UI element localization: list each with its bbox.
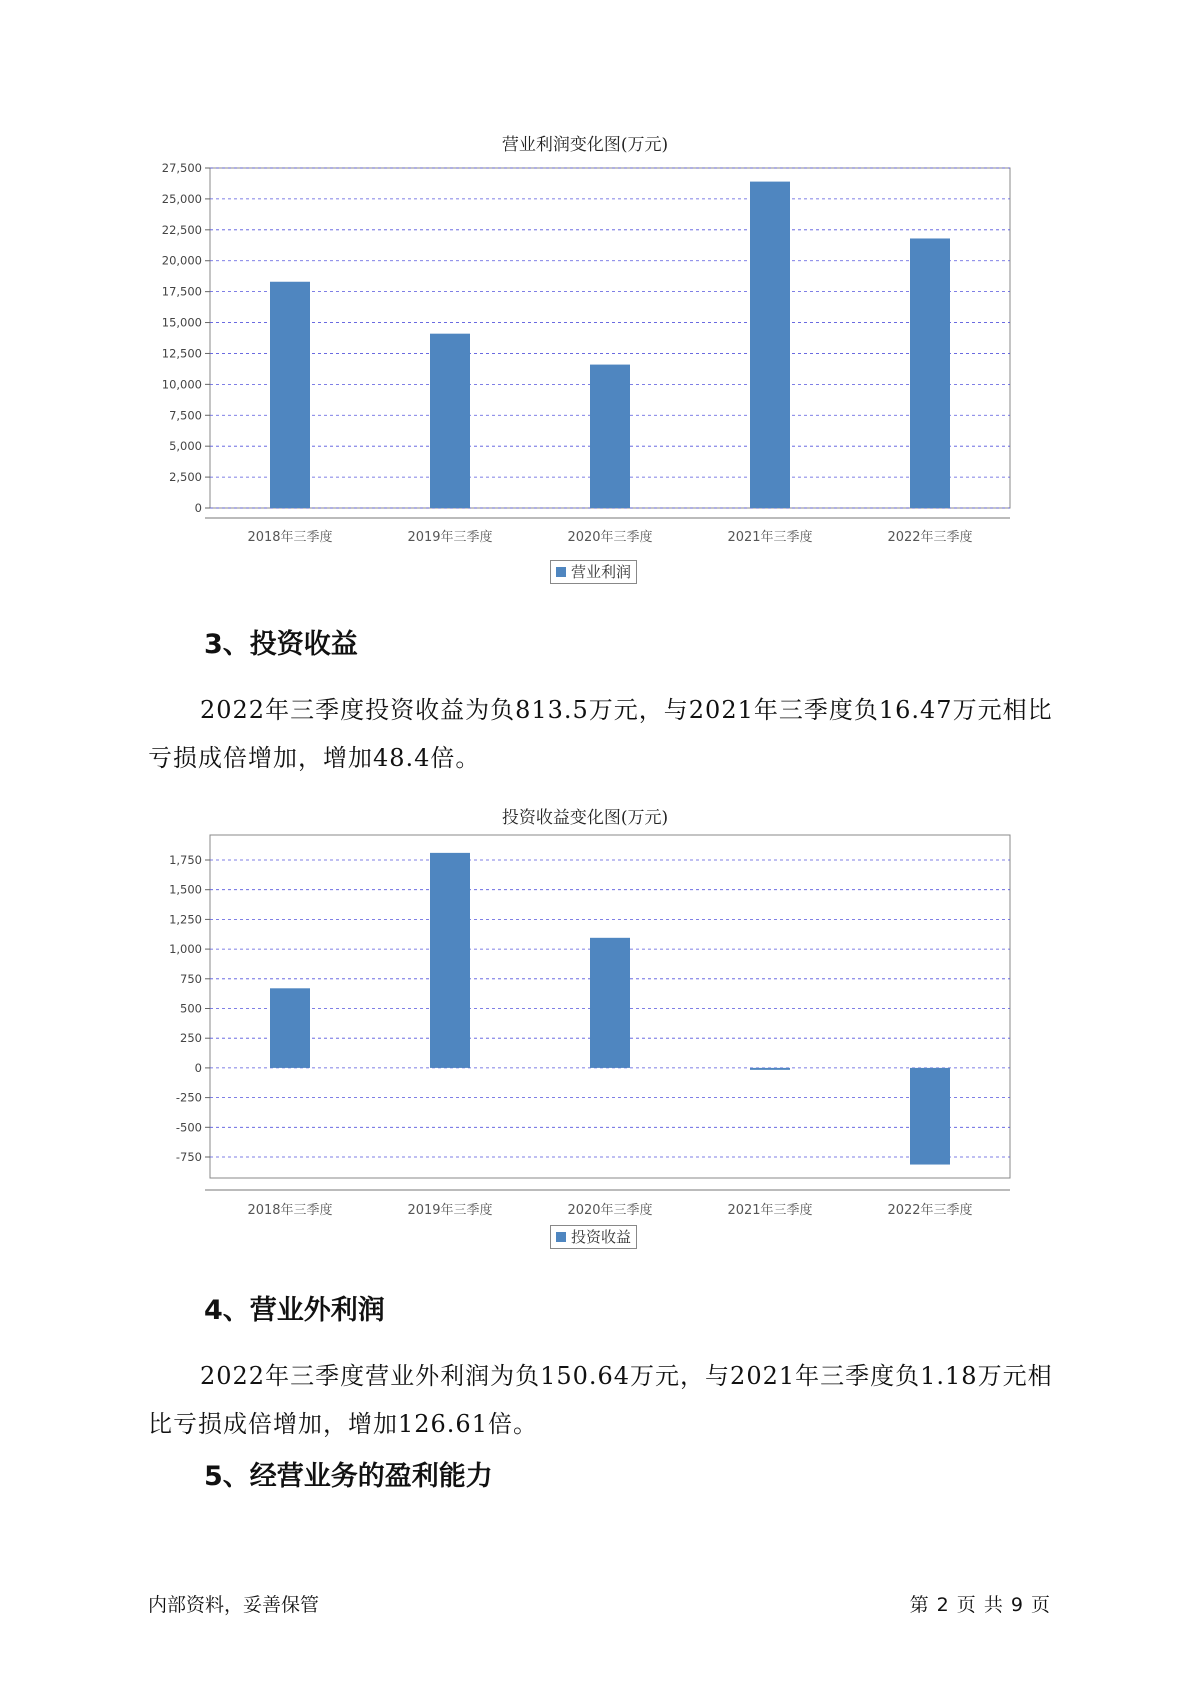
bar [910, 1068, 950, 1165]
x-tick-label: 2019年三季度 [407, 530, 493, 545]
x-tick-label: 2020年三季度 [567, 1203, 653, 1218]
bar [750, 1068, 790, 1070]
bar [590, 938, 630, 1068]
bar [270, 988, 310, 1068]
y-tick-label: 27,500 [161, 161, 202, 175]
y-tick-label: -250 [175, 1090, 202, 1105]
legend-label: 营业利润 [571, 563, 632, 581]
y-tick-label: 15,000 [161, 315, 202, 330]
section-heading: 5、经营业务的盈利能力 [204, 1461, 493, 1492]
bar [590, 365, 630, 508]
x-tick-label: 2020年三季度 [567, 530, 653, 545]
y-tick-label: 12,500 [161, 346, 202, 361]
y-tick-label: 500 [180, 1001, 202, 1016]
page-number: 第 2 页 共 9 页 [909, 1594, 1051, 1616]
y-tick-label: 7,500 [169, 408, 202, 423]
bar [910, 238, 950, 508]
y-tick-label: 1,250 [169, 912, 202, 927]
y-tick-label: 2,500 [169, 470, 202, 485]
y-tick-label: 10,000 [161, 377, 202, 392]
bar [270, 282, 310, 508]
y-tick-label: 25,000 [161, 191, 202, 206]
section-paragraph: 2022年三季度投资收益为负813.5万元，与2021年三季度负16.47万元相比亏损成倍增加，增加48.4倍。 [148, 696, 1053, 772]
bar [430, 853, 470, 1068]
chart-legend [550, 1225, 637, 1249]
footer-note: 内部资料，妥善保管 [148, 1594, 320, 1616]
x-tick-label: 2018年三季度 [247, 1203, 333, 1218]
legend-swatch [556, 1232, 566, 1242]
section-paragraph: 2022年三季度营业外利润为负150.64万元，与2021年三季度负1.18万元相比亏损成倍增加，增加126.61倍。 [148, 1362, 1053, 1438]
x-tick-label: 2022年三季度 [887, 1203, 973, 1218]
y-tick-label: 250 [180, 1031, 202, 1046]
y-tick-label: -500 [175, 1120, 202, 1135]
operating-profit-chart [150, 132, 1020, 581]
chart-legend [550, 560, 637, 584]
legend-label: 投资收益 [571, 1228, 632, 1246]
x-tick-label: 2019年三季度 [407, 1203, 493, 1218]
y-tick-label: 1,000 [169, 942, 202, 957]
chart-title: 投资收益变化图(万元) [501, 808, 669, 828]
investment-income-chart [150, 805, 1020, 1246]
y-tick-label: 20,000 [161, 253, 202, 268]
legend-swatch [556, 567, 566, 577]
x-tick-label: 2021年三季度 [727, 530, 813, 545]
y-tick-label: 0 [194, 501, 202, 515]
chart-plot [150, 158, 1020, 548]
y-tick-label: 22,500 [161, 222, 202, 237]
bar [750, 182, 790, 508]
section-heading: 3、投资收益 [204, 629, 358, 660]
y-tick-label: 0 [194, 1060, 202, 1075]
x-tick-label: 2018年三季度 [247, 530, 333, 545]
y-tick-label: 17,500 [161, 284, 202, 299]
section-heading: 4、营业外利润 [204, 1295, 385, 1326]
y-tick-label: 750 [180, 971, 202, 986]
bar [430, 334, 470, 508]
x-tick-label: 2021年三季度 [727, 1203, 813, 1218]
x-tick-label: 2022年三季度 [887, 530, 973, 545]
y-tick-label: -750 [175, 1150, 202, 1164]
chart-title: 营业利润变化图(万元) [501, 135, 669, 155]
y-tick-label: 5,000 [169, 439, 202, 454]
y-tick-label: 1,750 [169, 853, 202, 867]
y-tick-label: 1,500 [169, 882, 202, 897]
chart-plot [150, 831, 1020, 1221]
